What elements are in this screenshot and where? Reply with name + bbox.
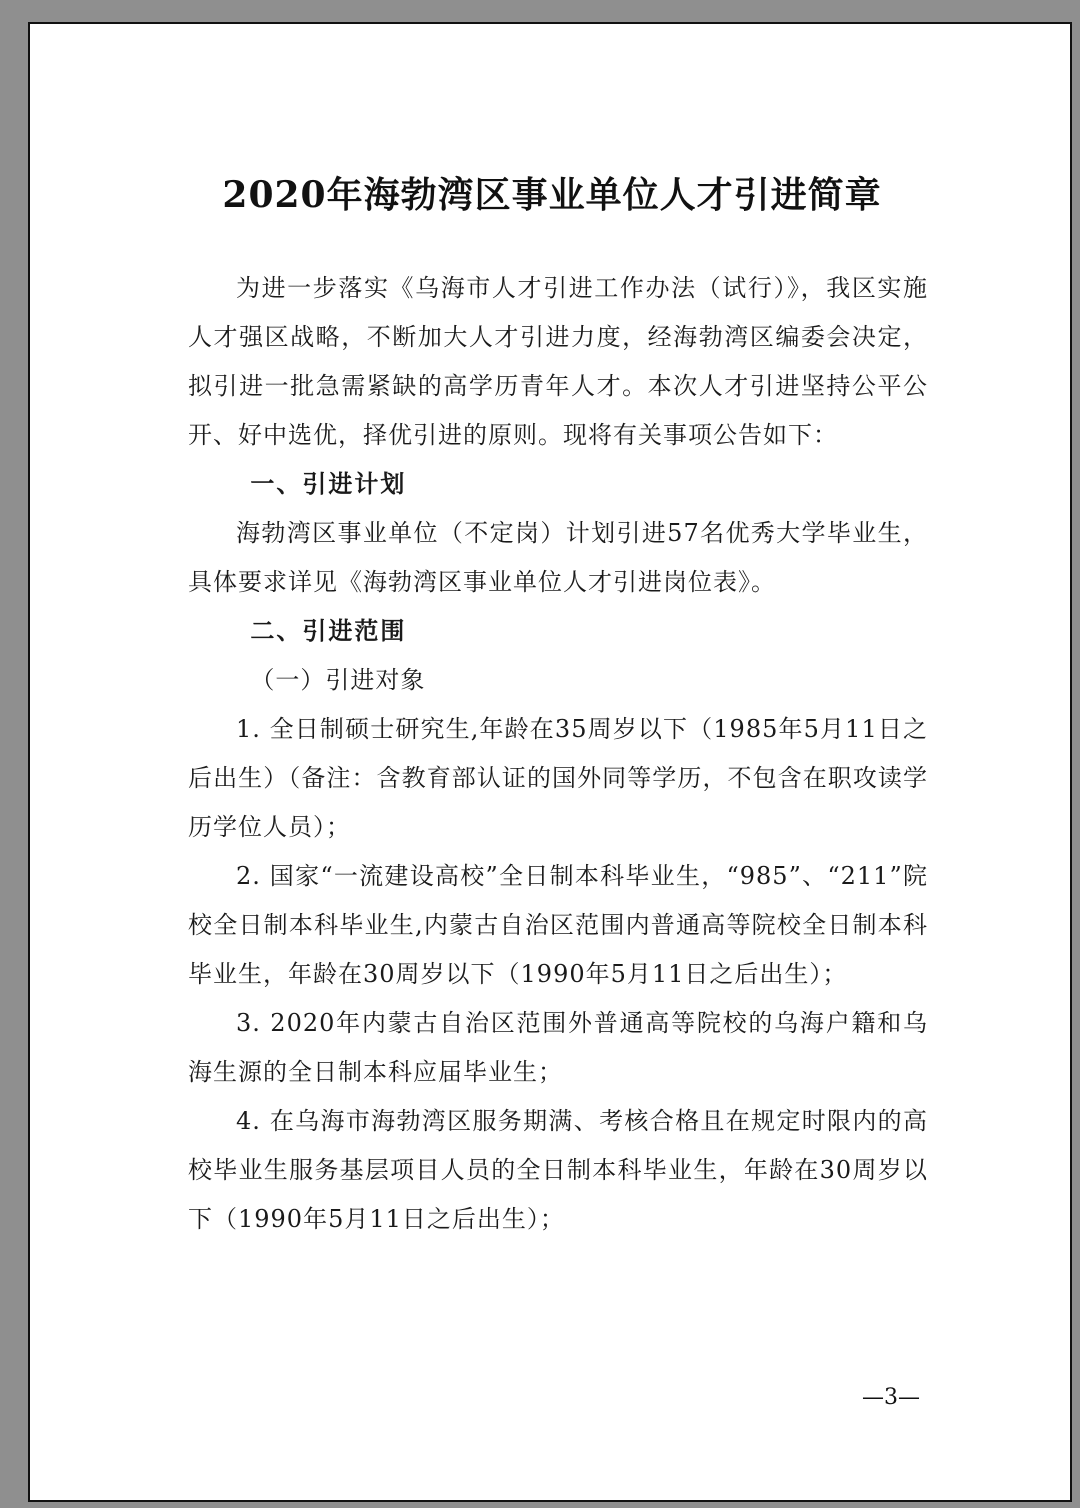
list-item: 1. 全日制硕士研究生,年龄在35周岁以下（1985年5月11日之后出生）（备注：含教育部认证的国外同等学历，不包含在职攻读学历学位人员）；	[188, 715, 928, 841]
page-number: —3—	[862, 1385, 920, 1410]
document-page	[28, 22, 1072, 1502]
section-heading-plan: 一、引进计划	[250, 470, 407, 498]
document-title: 2020年海勃湾区事业单位人才引进简章	[222, 174, 882, 216]
list-item: 3. 2020年内蒙古自治区范围外普通高等院校的乌海户籍和乌海生源的全日制本科应届毕业生；	[188, 1009, 928, 1086]
intro-paragraph: 为进一步落实《乌海市人才引进工作办法（试行）》，我区实施人才强区战略，不断加大人才引进力度，经海勃湾区编委会决定，拟引进一批急需紧缺的高学历青年人才。本次人才引进坚持公平公开、好中选优，择优引进的原则。现将有关事项公告如下：	[188, 274, 928, 449]
list-item: 2. 国家“一流建设高校”全日制本科毕业生，“985”、“211”院校全日制本科毕业生,内蒙古自治区范围内普通高等院校全日制本科毕业生，年龄在30周岁以下（1990年5月11日之后出生）；	[188, 862, 928, 988]
document-body	[188, 264, 928, 1244]
section-text-plan: 海勃湾区事业单位（不定岗）计划引进57名优秀大学毕业生，具体要求详见《海勃湾区事业单位人才引进岗位表》。	[188, 519, 928, 596]
section-heading-scope: 二、引进范围	[250, 617, 407, 645]
subsection-heading-targets: （一）引进对象	[250, 666, 426, 694]
list-item: 4. 在乌海市海勃湾区服务期满、考核合格且在规定时限内的高校毕业生服务基层项目人员的全日制本科毕业生，年龄在30周岁以下（1990年5月11日之后出生）；	[188, 1107, 928, 1233]
